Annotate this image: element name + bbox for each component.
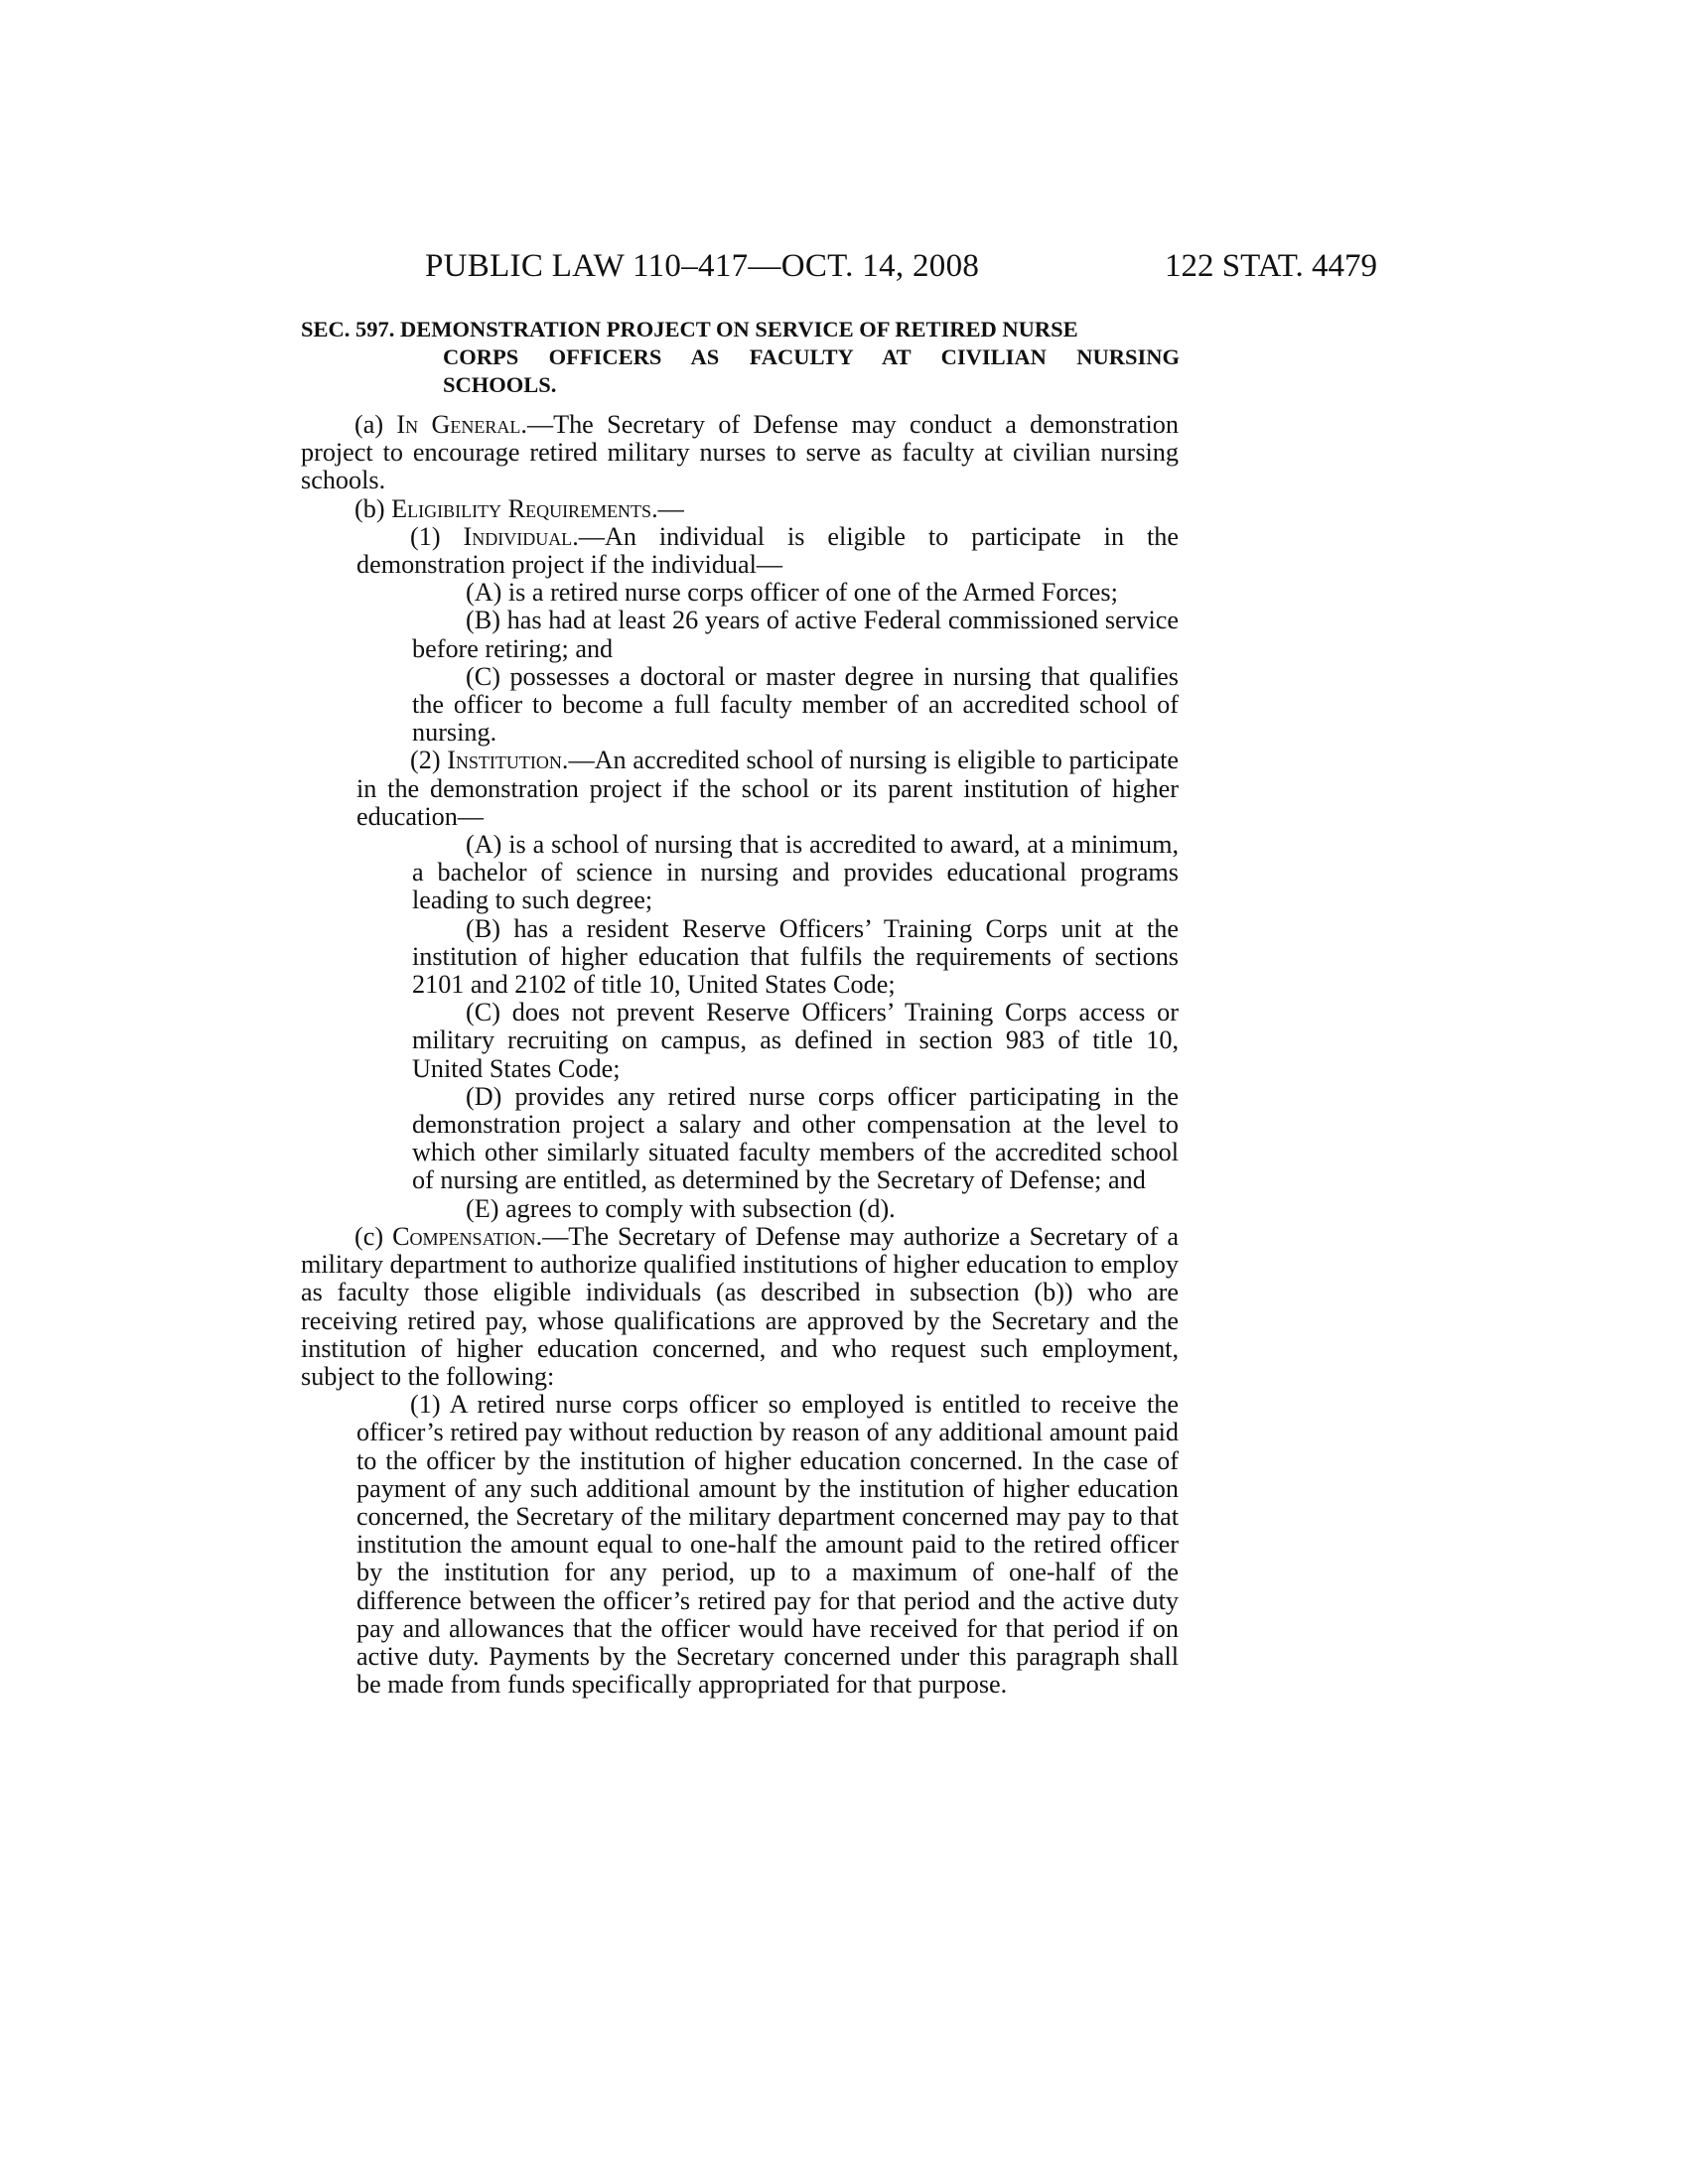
para-text: .— (651, 493, 684, 523)
section-heading-line: SCHOOLS. (443, 372, 557, 397)
clause-b-1-c: (C) possesses a doctoral or master degree in nursing that qualifies the officer to become a full faculty member of an accredited school of nursing. (412, 661, 1179, 748)
para-label: (a) (354, 410, 397, 439)
page-stat-number: 122 STAT. 4479 (1165, 248, 1378, 284)
para-text: .—The Secretary of Defense may conduct a demonstration project to encourage retired military nurses to serve as faculty at civilian nursing schools. (301, 410, 1179, 495)
section-heading-line: SEC. 597. DEMONSTRATION PROJECT ON SERVICE OF RETIRED NURSE (301, 317, 1078, 341)
clause-b-2-b: (B) has a resident Reserve Officers’ Training Corps unit at the institution of higher education that fulfils the requirements of sections 2101 and 2102 of title 10, United States Code; (412, 913, 1179, 1000)
paragraph-b-1 (301, 523, 1179, 579)
para-text: .—The Secretary of Defense may authorize a Secretary of a military department to authorize qualified institutions of higher education to employ as faculty those eligible individuals (as described in subsection (b)) who are receiving retired pay, whose qualifications are approved by the Secretary and the institution of higher education concerned, and who request such employment, subject to the following: (301, 1221, 1179, 1391)
para-caption: Eligibility Requirements (391, 493, 652, 523)
para-caption: Compensation (392, 1221, 536, 1251)
clause-b-1-b: (B) has had at least 26 years of active Federal commissioned service before retiring; and (412, 606, 1179, 663)
para-label: (c) (354, 1221, 393, 1251)
subsection-b (301, 495, 1179, 523)
section-body (301, 411, 1179, 1699)
clause-b-2-d: (D) provides any retired nurse corps officer participating in the demonstration project a salary and other compensation at the level to which other similarly situated faculty members of the accredited school of nursing are entitled, as determined by the Secretary of Defense; and (412, 1081, 1179, 1195)
clause-b-1-a: (A) is a retired nurse corps officer of one of the Armed Forces; (466, 578, 1118, 608)
section-heading-line: CORPS OFFICERS AS FACULTY AT CIVILIAN NURSING (443, 344, 1180, 369)
para-caption: In General (396, 410, 521, 439)
subsection-c (301, 1223, 1179, 1391)
paragraph-c-1: (1) A retired nurse corps officer so employed is entitled to receive the officer’s retired pay without reduction by reason of any additional amount paid to the officer by the institution of higher education concerned. In the case of payment of any such additional amount by the institution of higher education concerned, the Secretary of the military department concerned may pay to that institution the amount equal to one-half the amount paid to the retired officer by the institution for any period, up to a maximum of one-half of the difference between the officer’s retired pay for that period and the active duty pay and allowances that the officer would have received for that period if on active duty. Payments by the Secretary concerned under this paragraph shall be made from funds specifically appropriated for that purpose. (356, 1390, 1179, 1700)
running-header-title: PUBLIC LAW 110–417—OCT. 14, 2008 (425, 248, 980, 284)
para-caption: Individual (463, 521, 573, 551)
section-heading (301, 316, 1180, 399)
para-label: (b) (354, 493, 392, 523)
para-label: (1) (410, 521, 464, 551)
subsection-a (301, 411, 1179, 495)
clause-b-2-a: (A) is a school of nursing that is accredited to award, at a minimum, a bachelor of science in nursing and provides educational programs leading to such degree; (412, 830, 1179, 915)
paragraph-b-2 (301, 747, 1179, 831)
para-text: .—An individual is eligible to participate in the demonstration project if the individual— (356, 521, 1179, 580)
para-caption: Institution (447, 746, 562, 775)
para-label: (2) (410, 746, 448, 775)
clause-b-2-e: (E) agrees to comply with subsection (d). (466, 1193, 896, 1223)
clause-b-2-c: (C) does not prevent Reserve Officers’ Training Corps access or military recruiting on campus, as defined in section 983 of title 10, United States Code; (412, 998, 1179, 1083)
para-text: .—An accredited school of nursing is eligible to participate in the demonstration project if the school or its parent institution of higher education— (356, 746, 1179, 831)
